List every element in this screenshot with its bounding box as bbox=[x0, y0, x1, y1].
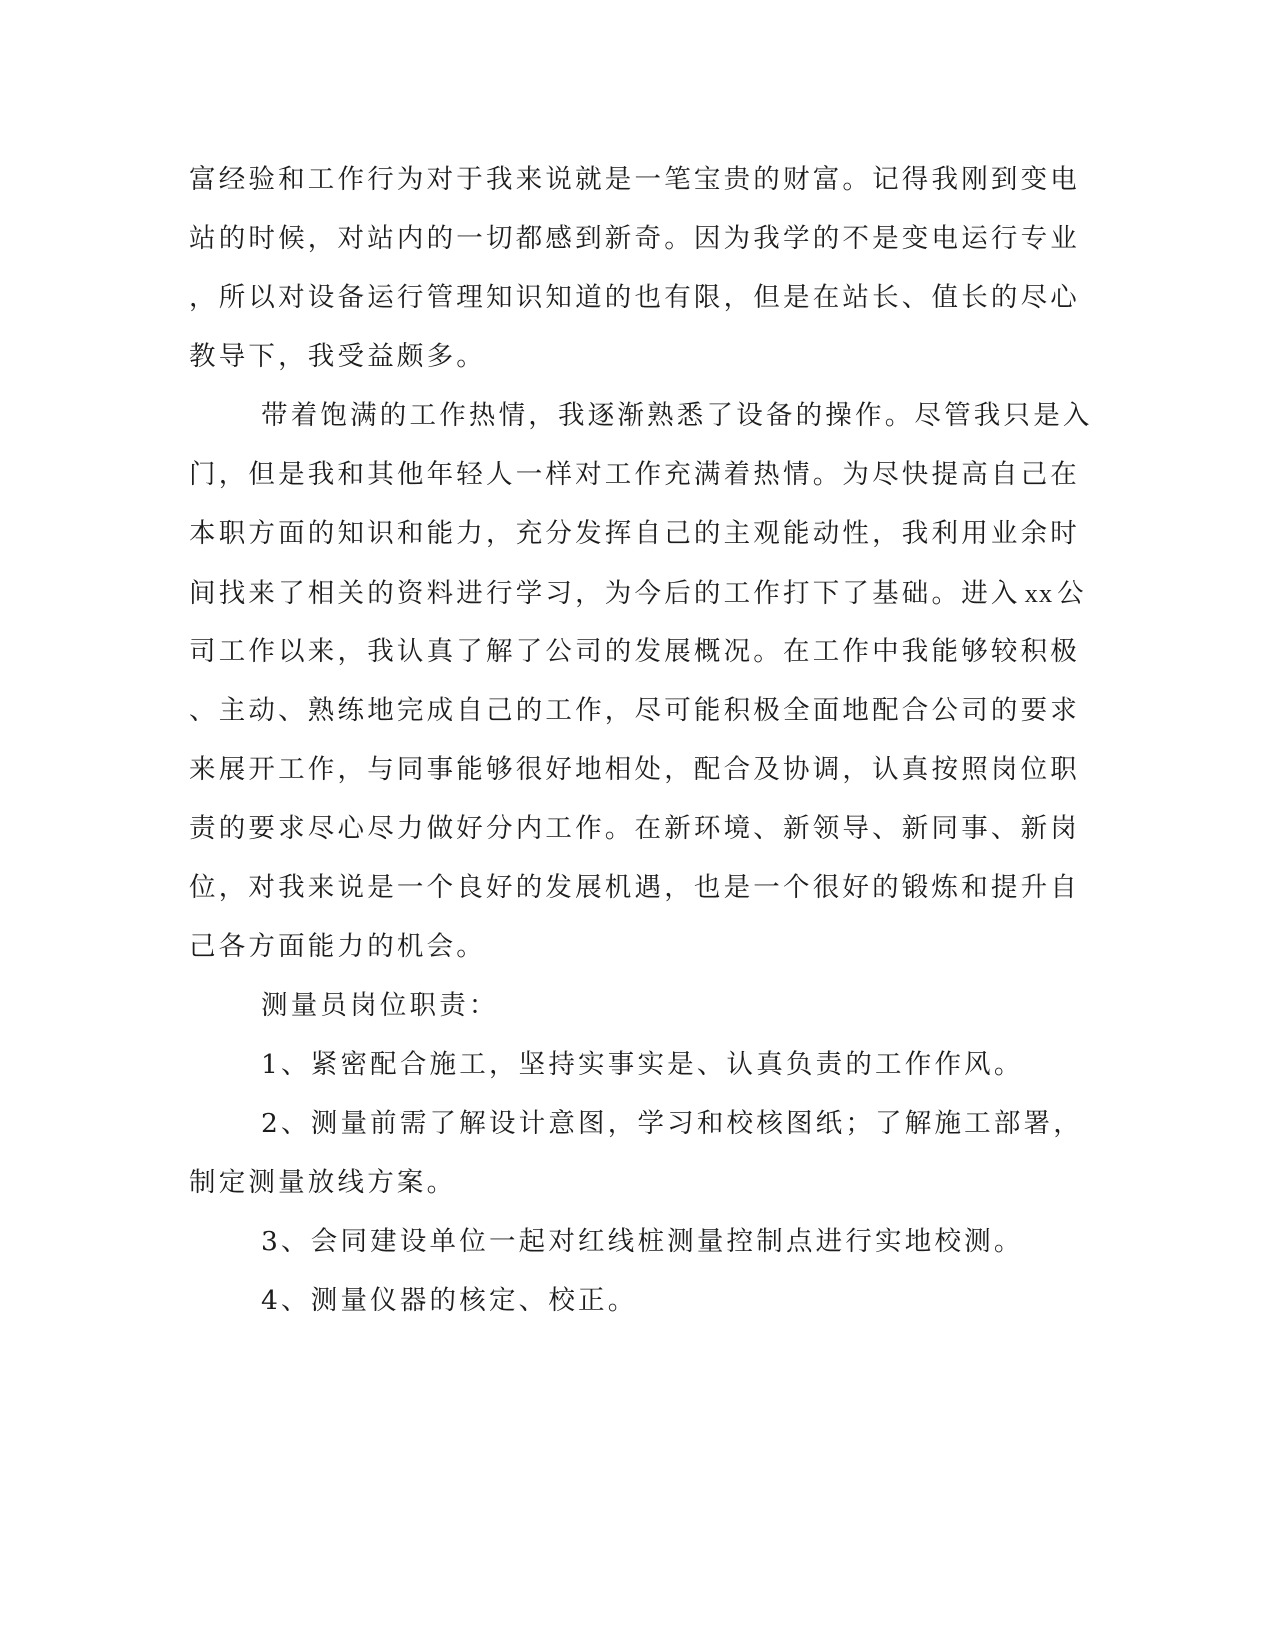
text-line: 己各方面能力的机会。 bbox=[189, 931, 486, 962]
text-line: 、主动、熟练地完成自己的工作，尽可能积极全面地配合公司的要求 bbox=[189, 695, 1080, 726]
list-item: 3、会同建设单位一起对红线桩测量控制点进行实地校测。 bbox=[261, 1226, 1024, 1257]
text-line: 责的要求尽心尽力做好分内工作。在新环境、新领导、新同事、新岗 bbox=[189, 813, 1080, 844]
text-line: 司工作以来，我认真了解了公司的发展概况。在工作中我能够较积极 bbox=[189, 636, 1080, 667]
text-line: 门，但是我和其他年轻人一样对工作充满着热情。为尽快提高自己在 bbox=[189, 459, 1080, 490]
text-line: 本职方面的知识和能力，充分发挥自己的主观能动性，我利用业余时 bbox=[189, 518, 1080, 549]
text-line: 教导下，我受益颇多。 bbox=[189, 341, 486, 372]
list-item-continuation: 制定测量放线方案。 bbox=[189, 1167, 457, 1198]
text-line: ，所以对设备运行管理知识知道的也有限，但是在站长、值长的尽心 bbox=[189, 282, 1080, 313]
paragraph-first-line: 带着饱满的工作热情，我逐渐熟悉了设备的操作。尽管我只是入 bbox=[261, 400, 1093, 431]
text-line bbox=[189, 576, 1087, 611]
text-line: 站的时候，对站内的一切都感到新奇。因为我学的不是变电运行专业 bbox=[189, 223, 1080, 254]
text-line: 来展开工作，与同事能够很好地相处，配合及协调，认真按照岗位职 bbox=[189, 754, 1080, 785]
company-placeholder-text: xx bbox=[1024, 578, 1054, 608]
text-line: 富经验和工作行为对于我来说就是一笔宝贵的财富。记得我刚到变电 bbox=[189, 164, 1080, 195]
list-item: 1、紧密配合施工，坚持实事实是、认真负责的工作作风。 bbox=[261, 1049, 1024, 1080]
text-segment: 公 bbox=[1057, 578, 1087, 609]
list-item: 2、测量前需了解设计意图，学习和校核图纸；了解施工部署， bbox=[261, 1108, 1083, 1139]
list-item: 4、测量仪器的核定、校正。 bbox=[261, 1285, 638, 1316]
text-segment: 间找来了相关的资料进行学习，为今后的工作打下了基础。进入 bbox=[189, 578, 1021, 609]
text-line: 位，对我来说是一个良好的发展机遇，也是一个很好的锻炼和提升自 bbox=[189, 872, 1080, 903]
section-heading: 测量员岗位职责： bbox=[261, 990, 499, 1021]
